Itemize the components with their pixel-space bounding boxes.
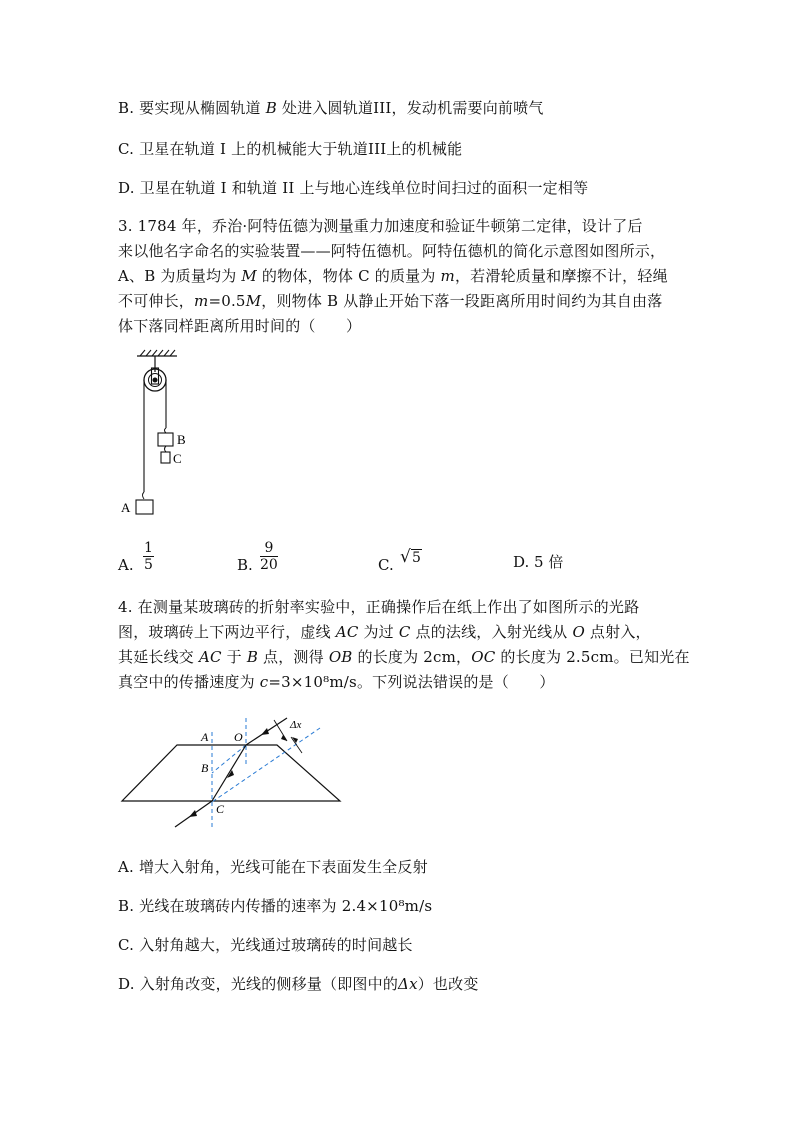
label-b: B [201,761,209,775]
block-a [136,500,153,514]
block-c [161,452,170,463]
label-c: C [216,802,225,816]
incident-extension [212,745,246,773]
q2-option-d: D. 卫星在轨道 I 和轨道 II 上与地心连线单位时间扫过的面积一定相等 [118,179,589,197]
glass-brick-figure [115,710,345,835]
q4-option-b: B. 光线在玻璃砖内传播的速率为 2.4×10⁸m/s [118,897,433,915]
q2-option-c: C. 卫星在轨道 I 上的机械能大于轨道III上的机械能 [118,140,463,158]
label-a: A [121,500,131,515]
q3-option-d: D. 5 倍 [513,553,564,571]
q4-stem-line2: 图，玻璃砖上下两边平行，虚线 AC 为过 C 点的法线，入射光线从 O 点射入， [118,623,651,641]
q4-option-c: C. 入射角越大，光线通过玻璃砖的时间越长 [118,936,413,954]
refracted-ray [212,745,246,801]
q3-stem-line4: 不可伸长，m=0.5M，则物体 B 从静止开始下落一段距离所用时间约为其自由落 [118,292,663,310]
q4-option-a: A. 增大入射角，光线可能在下表面发生全反射 [118,858,428,876]
q4-stem-line1: 4. 在测量某玻璃砖的折射率实验中，正确操作后在纸上作出了如图所示的光路 [118,598,640,616]
q4-option-d: D. 入射角改变，光线的侧移量（即图中的Δx）也改变 [118,975,479,993]
incident-arrow-icon [261,728,269,735]
incident-extension-long [212,728,320,802]
q2-option-b: B. 要实现从椭圆轨道 B 处进入圆轨道III，发动机需要向前喷气 [118,99,544,117]
label-c: C [173,451,182,466]
q4-stem-line3: 其延长线交 AC 于 B 点，测得 OB 的长度为 2cm，OC 的长度为 2.5cm。已知光在 [118,648,690,666]
emergent-arrow-icon [189,810,197,817]
label-a: A [201,730,209,744]
q3-stem-line3: A、B 为质量均为 M 的物体，物体 C 的质量为 m，若滑轮质量和摩擦不计，轻绳 [118,267,668,285]
q3-stem-line2: 来以他名字命名的实验装置——阿特伍德机。阿特伍德机的简化示意图如图所示， [118,242,666,260]
label-b: B [177,432,186,447]
label-dx: Δx [290,719,302,731]
q3-stem-line5: 体下落同样距离所用时间的（ ） [118,317,362,335]
q4-stem-line4: 真空中的传播速度为 c=3×10⁸m/s。下列说法错误的是（ ） [118,673,555,691]
block-b [158,433,173,446]
q3-stem-line1: 3. 1784 年，乔治·阿特伍德为测量重力加速度和验证牛顿第二定律，设计了后 [118,217,643,235]
label-o: O [234,730,243,744]
atwood-machine-figure [115,348,205,520]
sqrt-symbol: √ [400,547,411,567]
